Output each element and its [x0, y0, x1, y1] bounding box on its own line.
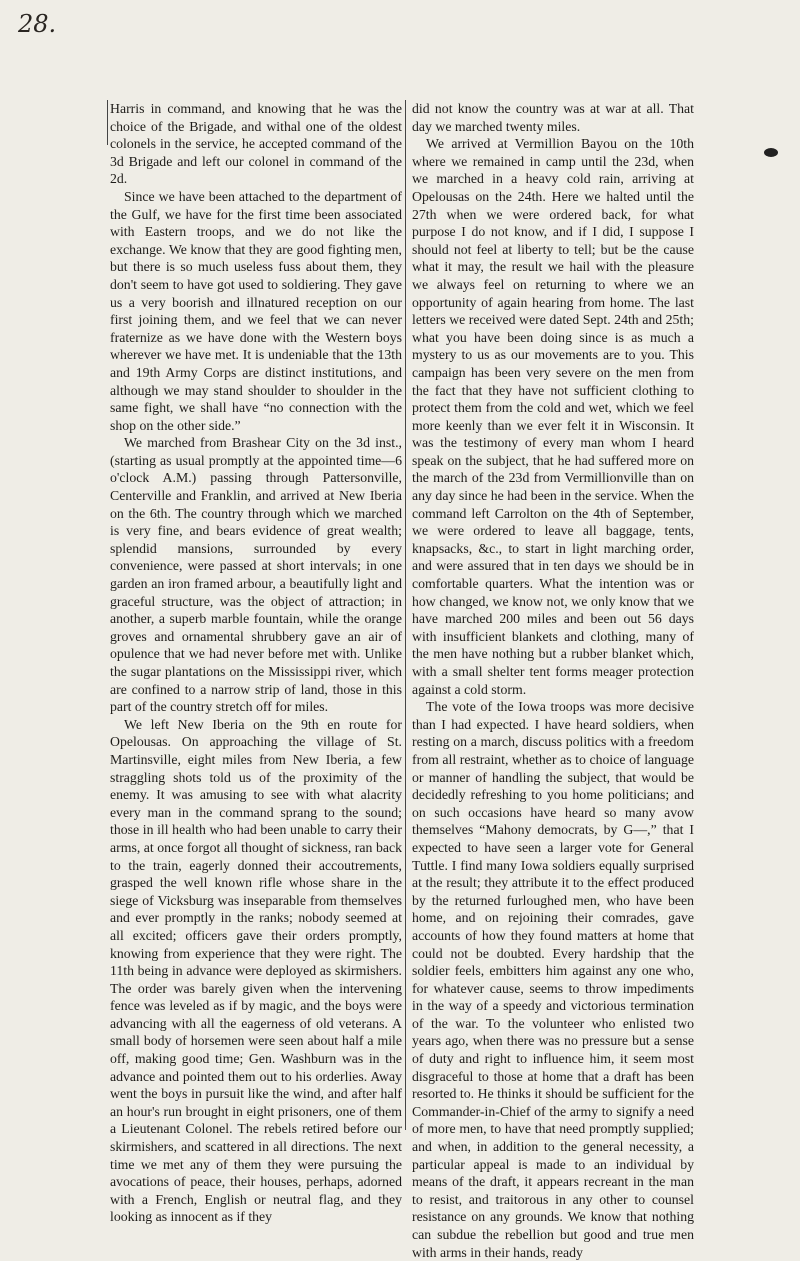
right-column — [412, 100, 694, 1261]
article-paragraph: The vote of the Iowa troops was more decisive than I had expected. I have heard soldiers, when resting on a march, discuss politics with a freedom from all restraint, whether as to choice of language or manner of handling the subject, that would be decidedly refreshing to you home politicians; and on such occasions have heard so many avow themselves “Mahony democrats, by G—,” that I expected to have seen a larger vote for General Tuttle. I find many Iowa soldiers equally surprised at the result; they attribute it to the effect produced by the returned furloughed men, who have been home, and on rejoining their comrades, gave accounts of how they found matters at home that could not be doubted. Every hardship that the soldier feels, embitters him against any one who, for whatever cause, seems to throw impediments in the way of a speedy and victorious termination of the war. To the volunteer who enlisted two years ago, when there was no pressure but a sense of duty and right to influence him, it seem most disgraceful to those at home that a draft has been resorted to. He thinks it should be sufficient for the Commander-in-Chief of the army to signify a need of more men, to have that need promptly supplied; and when, in addition to the general necessity, a particular appeal is made to an individual by means of the draft, it appears recreant in the man to resist, and traitorous in any other to counsel resistance on any grounds. We know that nothing can subdue the rebellion but good and true men with arms in their hands, ready — [412, 699, 694, 1260]
article-paragraph: We arrived at Vermillion Bayou on the 10th where we remained in camp until the 23d, when we marched in a heavy cold rain, arriving at Opelousas on the 24th. Here we halted until the 27th when we were ordered back, for what purpose I do not know, and if I did, I suppose I should not feel at liberty to tell; but be the cause what it may, the result we hail with the pleasure we always feel on returning to where we an opportunity of again hearing from home. The last letters we received were dated Sept. 24th and 25th; what you have been doing since is as much a mystery to us as our movements are to you. This campaign has been very severe on the men from the fact that they have not sufficient clothing to protect them from the cold and wet, which we feel more keenly than we ever felt it in Wisconsin. It was the testimony of every man whom I heard speak on the subject, that he had suffered more on the march of the 23d from Vermillionville than on any day since he had been in the service. When the command left Carrolton on the 4th of September, we were ordered to leave all baggage, tents, knapsacks, &c., to start in light marching order, and were assured that in ten days we should be in comfortable quarters. What the intention was or how changed, we know not, we only know that we have marched 200 miles and been out 56 days with insufficient blankets and clothing, many of the men have nothing but a rubber blanket which, with a small shelter tent forms meager protection against a cold storm. — [412, 136, 694, 697]
ink-smudge — [764, 148, 778, 157]
left-column — [110, 100, 402, 1226]
page-number: 28. — [18, 10, 57, 38]
left-column-rule — [107, 100, 108, 145]
article-paragraph: We marched from Brashear City on the 3d inst., (starting as usual promptly at the appointed time—6 o'clock A.M.) passing through Pattersonville, Centerville and Franklin, and arrived at New Iberia on the 6th. The country through which we marched is very fine, and bears evidence of great wealth; splendid mansions, surrounded by every convenience, were passed at short intervals; in one garden an iron framed arbour, a beautifully light and graceful structure, was the object of attraction; in another, a superb marble fountain, while the orange groves and ornamental shrubbery gave an air of opulence that we had never before met with. Unlike the sugar plantations on the Mississippi river, which are confined to a narrow strip of land, those in this part of the country stretch off for miles. — [110, 435, 402, 715]
column-divider — [405, 100, 406, 1130]
article-paragraph: did not know the country was at war at all. That day we marched twenty miles. — [412, 101, 694, 134]
article-paragraph: Harris in command, and knowing that he was the choice of the Brigade, and withal one of the oldest colonels in the service, he accepted command of the 3d Brigade and left our colonel in command of the 2d. — [110, 101, 402, 187]
article-paragraph: Since we have been attached to the department of the Gulf, we have for the first time been associated with Eastern troops, and we do not like the exchange. We know that they are good fighting men, but there is so much useless fuss about them, they don't seem to have got used to soldiering. They gave us a very boorish and illnatured reception on our first joining them, and we feel that we can never fraternize as we have done with the Western boys wherever we have met. It is undeniable that the 13th and 19th Army Corps are distinct institutions, and although we may stand shoulder to shoulder in the same fight, we shall have “no connection with the shop on the other side.” — [110, 188, 402, 433]
article-paragraph: We left New Iberia on the 9th en route for Opelousas. On approaching the village of St. Martinsville, eight miles from New Iberia, a few straggling shots told us of the proximity of the enemy. It was amusing to see with what alacrity every man in the command sprang to the sound; those in ill health who had been unable to carry their arms, at once forgot all thought of sickness, ran back to the train, eagerly donned their accoutrements, grasped the well known rifle whose share in the siege of Vicksburg was inseparable from themselves and ever promptly in the ranks; nobody seemed at all excited; officers gave their orders promptly, knowing from experience that they were right. The 11th being in advance were deployed as skirmishers. The order was barely given when the intervening fence was leveled as if by magic, and the boys were advancing with all the eagerness of old veterans. A small body of horsemen were seen about half a mile off, making good time; Gen. Washburn was in the advance and pointed them out to his orderlies. Away went the boys in pursuit like the wind, and after half an hour's run brought in eight prisoners, one of them a Lieutenant Colonel. The rebels retired before our skirmishers, and scattered in all directions. The next time we met any of them they were pursuing the avocations of peace, their houses, perhaps, adorned with a French, English or neutral flag, and they looking as innocent as if they — [110, 716, 402, 1225]
